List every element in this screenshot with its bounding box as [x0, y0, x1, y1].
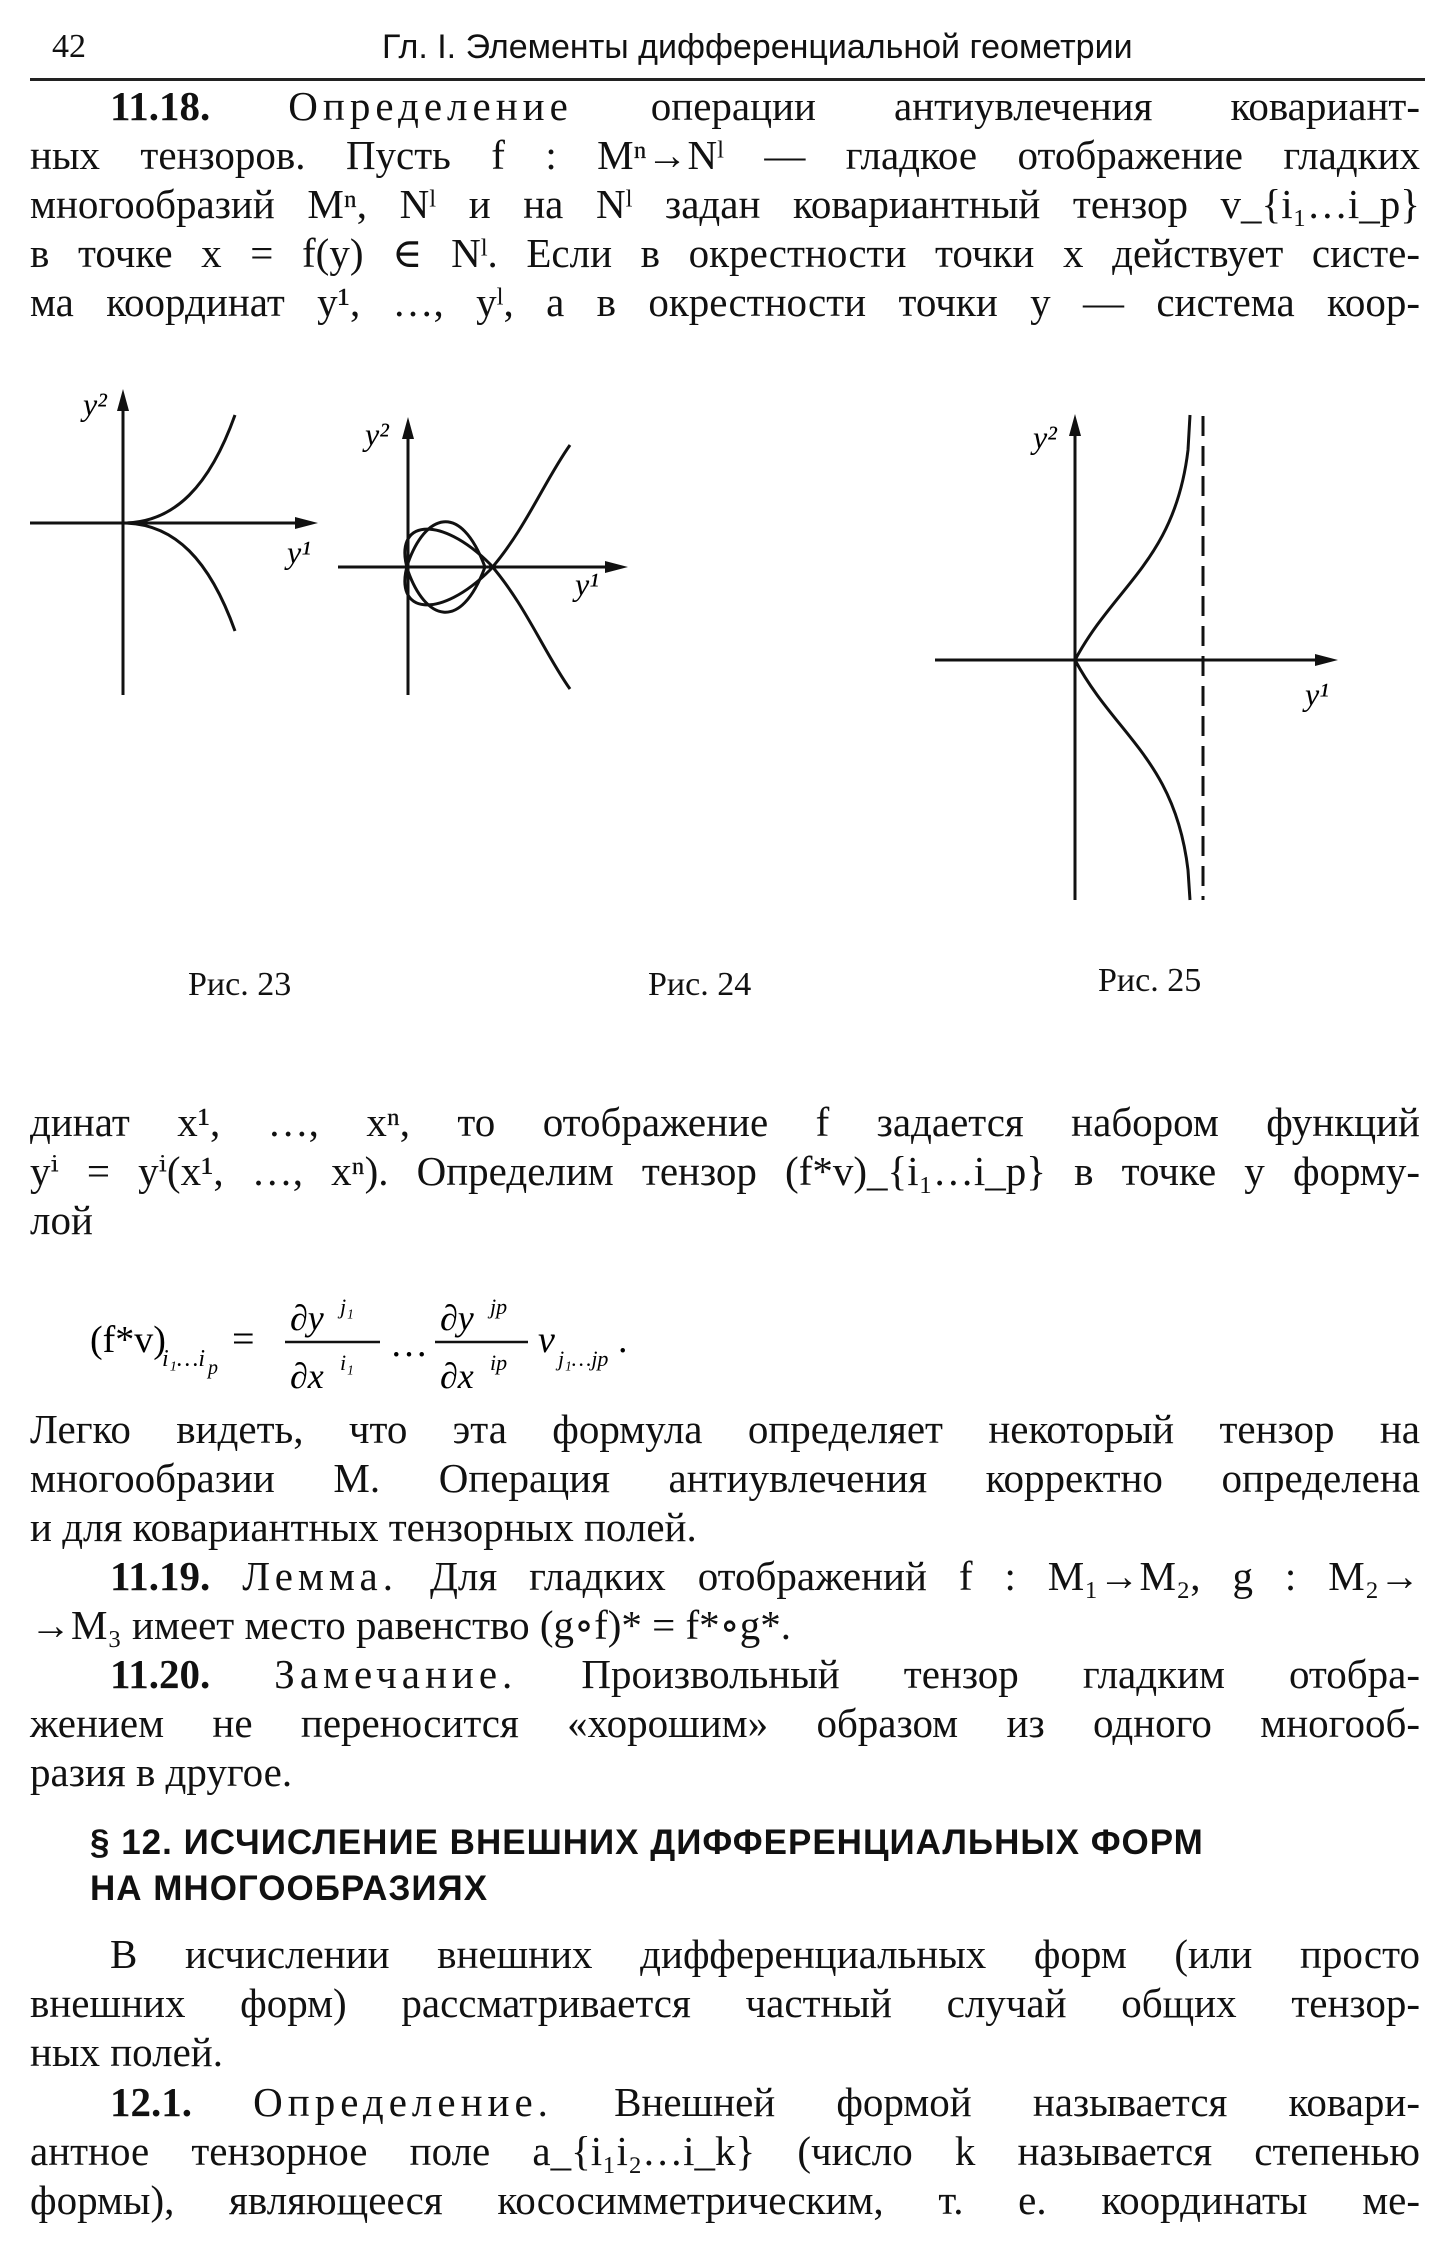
line-text: Произвольный тензор гладким отобра-	[517, 1651, 1420, 1697]
figure-23-caption: Рис. 23	[188, 966, 292, 1003]
y-axis-arrow	[1069, 414, 1081, 436]
paragraph-11-19	[30, 1552, 1420, 1650]
section-heading	[90, 1820, 1290, 1912]
curve-upper-branch	[1075, 415, 1190, 660]
text-line: В исчислении внешних дифференциальных форм (или просто	[110, 1931, 1420, 1977]
section-heading-line-1: § 12. ИСЧИСЛЕНИЕ ВНЕШНИХ ДИФФЕРЕНЦИАЛЬНЫХ ФОРМ	[90, 1823, 1204, 1862]
text-line: лой	[30, 1197, 93, 1243]
x-axis-arrow	[1315, 654, 1338, 666]
text-line: →M₃ имеет место равенство (g∘f)* = f*∘g*.	[30, 1602, 792, 1648]
text-line	[30, 1650, 1420, 1699]
text-line: внешних форм) рассматривается частный случай общих тензор-	[30, 1980, 1420, 2026]
text-line: ных тензоров. Пусть f : Mⁿ→Nˡ — гладкое отображение гладких	[30, 132, 1420, 178]
line-text: Для гладких отображений f : M₁→M₂, g : M₂→	[398, 1553, 1421, 1599]
formula-lhs-sub-p: p	[208, 1357, 218, 1379]
cusp-upper-branch	[123, 415, 235, 523]
formula-den1: ∂x	[290, 1356, 324, 1396]
page-header	[30, 20, 1425, 81]
text-line: yⁱ = yⁱ(x¹, …, xⁿ). Определим тензор (f*v)_{i₁…i_p} в точке y форму-	[30, 1148, 1420, 1194]
cusp-lower-branch	[123, 523, 235, 631]
formula-tail-sub: j₁…jp	[558, 1346, 609, 1371]
text-line: динат x¹, …, xⁿ, то отображение f задается набором функций	[30, 1099, 1420, 1145]
y-axis-label: y²	[365, 416, 389, 452]
paragraph-after-formula	[30, 1405, 1420, 1552]
running-title: Гл. I. Элементы дифференциальной геометрии	[382, 28, 1133, 66]
formula-num1: ∂y	[290, 1298, 324, 1338]
figure-24	[330, 405, 670, 705]
text-line	[30, 1552, 1420, 1601]
item-lead: Лемма.	[242, 1553, 398, 1599]
item-number: 11.19.	[110, 1553, 211, 1599]
formula-dots: …	[390, 1323, 428, 1365]
text-line: формы), являющееся кососимметрическим, т. е. координаты ме-	[30, 2177, 1420, 2223]
curve-lower-branch	[1075, 660, 1190, 900]
figure-25-caption: Рис. 25	[1098, 962, 1202, 999]
y-axis-arrow	[402, 417, 414, 439]
x-axis-label: y¹	[1305, 676, 1329, 712]
text-line: антное тензорное поле a_{i₁i₂…i_k} (число k называется степенью	[30, 2128, 1420, 2174]
formula-num2-sup: jp	[490, 1294, 508, 1319]
paragraph-continuation	[30, 1098, 1420, 1245]
text-line	[30, 2078, 1420, 2127]
text-line: многообразий Mⁿ, Nˡ и на Nˡ задан ковариантный тензор v_{i₁…i_p}	[30, 181, 1420, 227]
x-axis-label: y¹	[575, 566, 599, 602]
formula-den2-sup: ip	[490, 1350, 508, 1375]
paragraph-section-intro	[30, 1930, 1420, 2077]
formula-lhs: (f*v)	[90, 1319, 166, 1361]
text-line: Легко видеть, что эта формула определяет некоторый тензор на	[30, 1406, 1420, 1452]
text-line: ма координат y¹, …, yˡ, а в окрестности точки y — система коор-	[30, 279, 1420, 325]
formula-lhs-sub: i₁…i	[162, 1346, 206, 1372]
item-number: 11.18.	[110, 83, 211, 129]
formula-num1-sup: j₁	[340, 1294, 354, 1319]
x-axis-arrow	[605, 561, 628, 573]
figure-23	[25, 385, 345, 715]
x-axis-label: y¹	[287, 534, 311, 570]
item-lead: Определение	[288, 83, 573, 129]
display-formula	[90, 1290, 990, 1410]
section-heading-line-2: НА МНОГООБРАЗИЯХ	[90, 1869, 489, 1908]
text-line: жением не переносится «хорошим» образом из одного многооб-	[30, 1700, 1420, 1746]
paragraph-11-20	[30, 1650, 1420, 1797]
text-line: в точке x = f(y) ∈ Nˡ. Если в окрестности точки x действует систе-	[30, 230, 1420, 276]
loop-curve-lower	[405, 529, 570, 689]
formula-den1-sup: i₁	[340, 1350, 354, 1375]
x-axis-arrow	[295, 517, 318, 529]
paragraph-12-1	[30, 2078, 1420, 2225]
text-line: ных полей.	[30, 2029, 223, 2075]
text-line: и для ковариантных тензорных полей.	[30, 1504, 697, 1550]
figure-25	[935, 410, 1355, 910]
y-axis-arrow	[117, 389, 129, 411]
figure-24-caption: Рис. 24	[648, 966, 752, 1003]
item-lead: Замечание.	[274, 1651, 518, 1697]
page-number: 42	[52, 28, 86, 65]
formula-den2: ∂x	[440, 1356, 474, 1396]
text-line: разия в другое.	[30, 1749, 293, 1795]
y-axis-label: y²	[83, 386, 107, 422]
text-line: многообразии M. Операция антиувлечения корректно определена	[30, 1455, 1420, 1501]
formula-period: .	[618, 1319, 628, 1361]
y-axis-label: y²	[1033, 419, 1057, 455]
line-text: операции антиувлечения ковариант-	[572, 83, 1420, 129]
item-lead: Определение.	[253, 2079, 553, 2125]
formula-equals: =	[232, 1316, 255, 1361]
item-number: 11.20.	[110, 1651, 211, 1697]
formula-num2: ∂y	[440, 1298, 474, 1338]
line-text: Внешней формой называется ковари-	[552, 2079, 1420, 2125]
paragraph-11-18	[30, 82, 1420, 327]
text-line	[30, 82, 1420, 131]
loop-curve-upper	[405, 445, 570, 605]
formula-tail: v	[538, 1319, 555, 1361]
item-number: 12.1.	[110, 2079, 192, 2125]
